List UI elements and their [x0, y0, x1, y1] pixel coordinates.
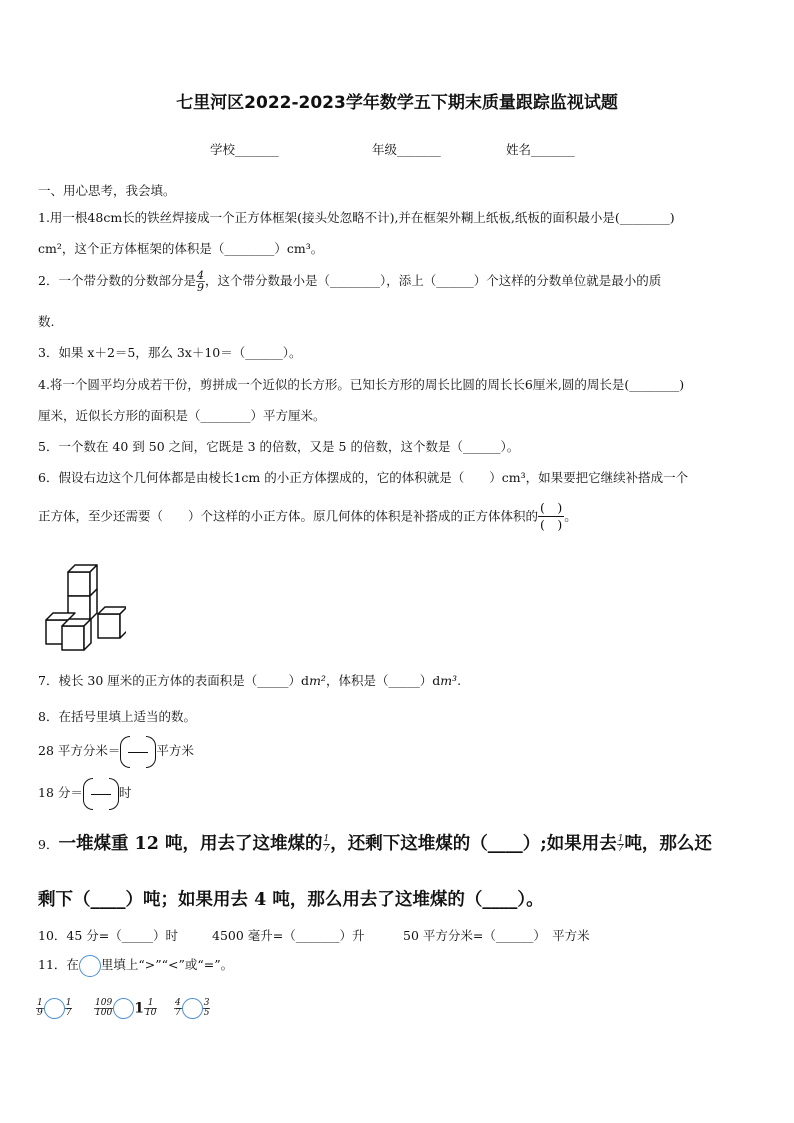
- compare-right-fraction: [203, 999, 211, 1018]
- q3-line: 3．如果 x＋2＝5，那么 3x＋10＝（______）。: [38, 345, 302, 360]
- grade-field: 年级_______: [372, 142, 441, 157]
- q9-frac2-den: 7: [617, 844, 624, 854]
- q2-fraction: [196, 270, 205, 293]
- q8-row1: [38, 735, 194, 768]
- compare-item-1: [36, 998, 72, 1019]
- q8-line: 8．在括号里填上适当的数。: [38, 709, 196, 724]
- fraction-denominator: 100: [95, 1008, 113, 1018]
- q7-unit-m3: m³: [440, 673, 458, 688]
- q8-row2-left: 18 分＝: [38, 785, 83, 800]
- compare-item-3: [174, 998, 210, 1019]
- q8-row2-blank: [83, 778, 119, 810]
- fraction-numerator: 1: [37, 998, 43, 1008]
- q7-unit-m2: m²: [309, 673, 326, 688]
- cube-back-right: [98, 607, 126, 638]
- q9-line1: [38, 830, 712, 855]
- q5-line: 5．一个数在 40 到 50 之间，它既是 3 的倍数，又是 5 的倍数，这个数是（______）。: [38, 439, 520, 454]
- q7-line: [38, 671, 461, 689]
- q10-part-b: 4500 毫升=（_______）升: [212, 928, 365, 943]
- fraction-numerator: 1: [144, 999, 157, 1009]
- q8-row2: [38, 777, 131, 810]
- q9-line2: 剩下（____）吨；如果用去 4 吨，那么用去了这堆煤的（____）。: [38, 890, 544, 910]
- fraction-numerator: 1: [65, 998, 72, 1008]
- fraction-denominator: 9: [37, 1008, 43, 1018]
- compare-left-fraction: [36, 999, 44, 1018]
- q8-row2-right: 时: [118, 785, 132, 800]
- q9-text-a: 一堆煤重 12 吨，用去了这堆煤的: [58, 834, 323, 854]
- q9-text-c: 吨，那么还: [624, 834, 712, 854]
- q2-line1: [38, 270, 661, 293]
- q6-end: 。: [564, 508, 577, 524]
- fraction-numerator: 109: [95, 998, 113, 1008]
- q7-end: .: [457, 673, 462, 688]
- fraction-denominator: 10: [144, 1008, 157, 1018]
- fraction-denominator: 5: [203, 1008, 210, 1018]
- cube-figure: [42, 562, 126, 652]
- q4-line1: 4.将一个圆平均分成若干份，剪拼成一个近似的长方形。已知长方形的周长比圆的周长长6厘米,圆的周长是(________): [38, 377, 685, 392]
- q7-text-b: ，体积是（_____）d: [325, 673, 441, 688]
- compare-right-fraction: [65, 999, 73, 1018]
- q8-row1-left: 28 平方分米＝: [38, 743, 121, 758]
- cube-top: [68, 565, 97, 596]
- fraction-denominator: 7: [65, 1008, 72, 1018]
- q4-line2: 厘米，近似长方形的面积是（________）平方厘米。: [38, 408, 326, 423]
- mixed-number-whole: 1: [134, 1000, 144, 1017]
- compare-circle-input[interactable]: [44, 998, 65, 1019]
- q6-frac-den: ( ): [540, 517, 563, 533]
- page-title: 七里河区2022-2023学年数学五下期末质量跟踪监视试题: [176, 93, 618, 113]
- q8-row1-blank: [120, 736, 156, 768]
- compare-circle-input[interactable]: [113, 998, 134, 1019]
- q2-text-a: 2．一个带分数的分数部分是: [38, 273, 196, 288]
- school-field: 学校_______: [210, 142, 279, 157]
- q10-part-c: 50 平方分米=（______） 平方米: [403, 928, 590, 943]
- q6-text: 正方体，至少还需要（ ）个这样的小正方体。原几何体的体积是补搭成的正方体体积的: [38, 508, 539, 524]
- q10-part-a: 10．45 分=（_____）时: [38, 928, 179, 943]
- fraction-denominator: 7: [175, 1008, 181, 1018]
- q2-frac-den: 9: [196, 281, 204, 294]
- q9-text-b: ，还剩下这堆煤的（____）;如果用去: [330, 834, 617, 854]
- q9-number: 9．: [38, 837, 59, 852]
- compare-circle-icon: [79, 955, 101, 977]
- compare-left-fraction: [94, 999, 113, 1018]
- q2-text-b: ，这个带分数最小是（________），添上（______）个这样的分数单位就是最小的质: [204, 273, 662, 288]
- q9-frac1-num: 1: [323, 834, 330, 844]
- compare-item-2: [94, 998, 157, 1019]
- q6-frac-num: ( ): [538, 500, 564, 517]
- q8-row1-right: 平方米: [156, 743, 194, 758]
- compare-left-fraction: [174, 999, 182, 1018]
- q2-line2: 数.: [38, 314, 55, 329]
- fraction-numerator: 4: [175, 998, 181, 1008]
- q6-line2: [38, 500, 577, 534]
- q1-line2: cm²，这个正方体框架的体积是（________）cm³。: [38, 241, 324, 256]
- name-field: 姓名_______: [506, 142, 575, 157]
- q6-line1: 6．假设右边这个几何体都是由棱长1cm 的小正方体摆成的，它的体积就是（ ）cm³，如果要把它继续补搭成一个: [38, 470, 689, 485]
- fraction-numerator: 3: [203, 998, 210, 1008]
- compare-right-fraction: [144, 999, 157, 1018]
- q1-line1: 1.用一根48cm长的铁丝焊接成一个正方体框架(接头处忽略不计),并在框架外糊上纸板,纸板的面积最小是(________): [38, 210, 675, 225]
- compare-circle-input[interactable]: [182, 998, 203, 1019]
- q6-fraction: [538, 500, 564, 534]
- q2-frac-num: 4: [196, 269, 204, 282]
- q7-text-a: 7．棱长 30 厘米的正方体的表面积是（_____）d: [38, 673, 310, 688]
- q11-text-b: 里填上“>”“<”或“=”。: [100, 957, 234, 972]
- q11-text-a: 11．在: [38, 957, 79, 972]
- section-heading: 一、用心思考，我会填。: [38, 183, 176, 198]
- q9-frac1-den: 7: [323, 844, 330, 854]
- q11-line: [38, 954, 233, 977]
- q9-frac2-num: 1: [617, 834, 624, 844]
- cube-bottom-center: [62, 619, 91, 650]
